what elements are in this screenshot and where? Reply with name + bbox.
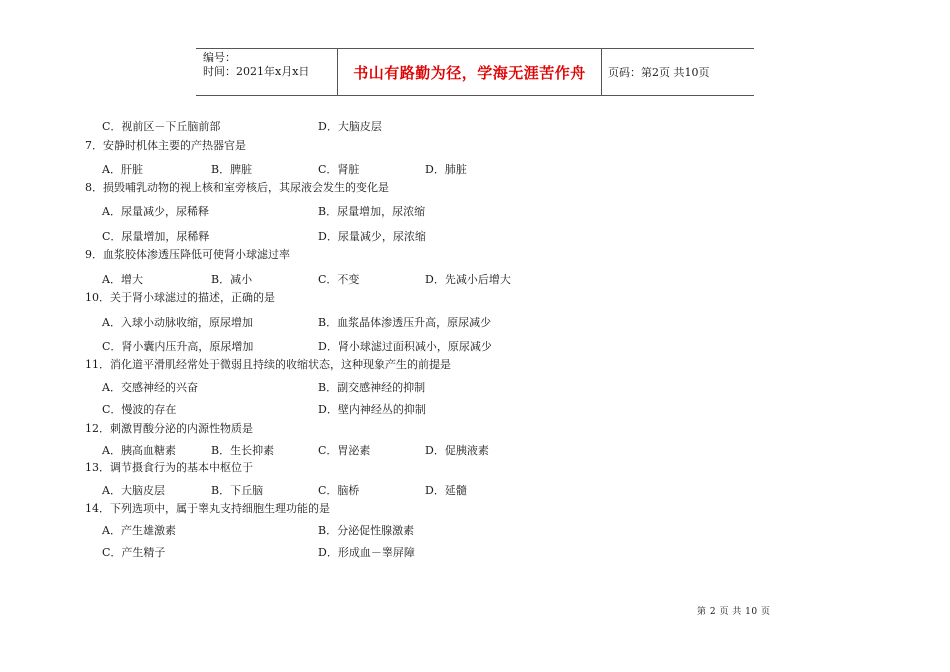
question-stem: 14．下列选项中，属于睾丸支持细胞生理功能的是	[85, 502, 330, 515]
answer-option: B．下丘脑	[211, 484, 264, 497]
answer-option: B．脾脏	[211, 163, 253, 176]
answer-option: C．慢波的存在	[102, 403, 177, 416]
answer-option: D．大脑皮层	[318, 120, 382, 133]
answer-option: C．胃泌素	[318, 444, 371, 457]
answer-option: D．尿量减少，尿浓缩	[318, 230, 426, 243]
answer-option: C．肾小囊内压升高，原尿增加	[102, 340, 254, 353]
question-stem: 7．安静时机体主要的产热器官是	[85, 139, 246, 152]
answer-option: A．大脑皮层	[102, 484, 165, 497]
header-page-code: 页码：第2页 共10页	[608, 66, 710, 79]
answer-option: A．入球小动脉收缩，原尿增加	[102, 316, 253, 329]
header-meta-cell	[196, 49, 338, 95]
answer-option: C．尿量增加，尿稀释	[102, 230, 210, 243]
answer-option: D．肾小球滤过面积减小，原尿减少	[318, 340, 492, 353]
page-footer: 第 2 页 共 10 页	[697, 607, 771, 617]
serial-label: 编号：	[203, 51, 236, 64]
answer-option: B．尿量增加，尿浓缩	[318, 205, 426, 218]
answer-option: C．脑桥	[318, 484, 360, 497]
answer-option: A．增大	[102, 273, 143, 286]
answer-option: C．不变	[318, 273, 360, 286]
answer-option: C．视前区－下丘脑前部	[102, 120, 221, 133]
answer-option: A．肝脏	[102, 163, 143, 176]
answer-option: A．交感神经的兴奋	[102, 381, 198, 394]
answer-option: D．壁内神经丛的抑制	[318, 403, 426, 416]
answer-option: B．分泌促性腺激素	[318, 524, 415, 537]
answer-option: B．副交感神经的抑制	[318, 381, 426, 394]
question-stem: 11．消化道平滑肌经常处于微弱且持续的收缩状态，这种现象产生的前提是	[85, 358, 451, 371]
document-header-table	[196, 48, 754, 96]
question-stem: 13．调节摄食行为的基本中枢位于	[85, 461, 253, 474]
answer-option: A．尿量减少，尿稀释	[102, 205, 209, 218]
question-stem: 12．刺激胃酸分泌的内源性物质是	[85, 422, 253, 435]
answer-option: D．肺脏	[425, 163, 467, 176]
answer-option: B．减小	[211, 273, 253, 286]
answer-option: C．肾脏	[318, 163, 360, 176]
header-motto: 书山有路勤为径，学海无涯苦作舟	[338, 49, 602, 95]
answer-option: A．产生雄激素	[102, 524, 176, 537]
question-stem: 9．血浆胶体渗透压降低可使肾小球滤过率	[85, 248, 290, 261]
answer-option: C．产生精子	[102, 546, 166, 559]
answer-option: A．胰高血糖素	[102, 444, 176, 457]
question-stem: 10．关于肾小球滤过的描述，正确的是	[85, 291, 275, 304]
question-stem: 8．损毁哺乳动物的视上核和室旁核后，其尿液会发生的变化是	[85, 181, 389, 194]
answer-option: D．促胰液素	[425, 444, 489, 457]
answer-option: B．血浆晶体渗透压升高，原尿减少	[318, 316, 492, 329]
answer-option: D．延髓	[425, 484, 467, 497]
time-label: 时间：2021年x月x日	[203, 65, 310, 78]
answer-option: D．形成血－睾屏障	[318, 546, 415, 559]
answer-option: B．生长抑素	[211, 444, 275, 457]
answer-option: D．先减小后增大	[425, 273, 511, 286]
